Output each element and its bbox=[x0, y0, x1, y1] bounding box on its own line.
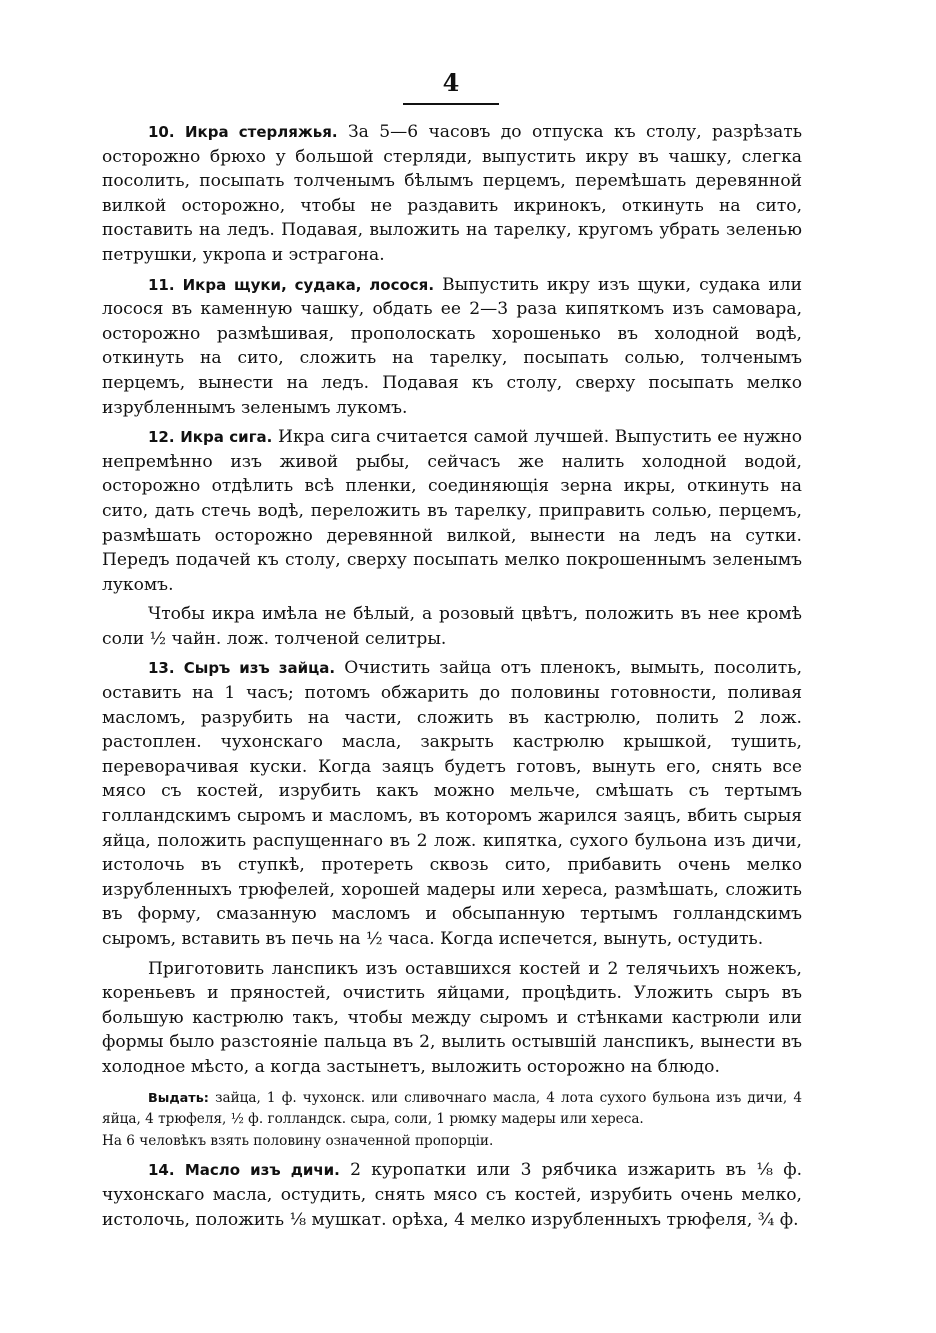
recipe-title: Икра стерляжья. bbox=[184, 123, 338, 141]
recipe-13-aspic: Приготовить ланспикъ изъ оставшихся костей и 2 телячьихъ ножекъ, кореньевъ и пряностей, очистить яйцами, процѣдить. Уложить сыръ въ большую кастрюлю такъ, чтобы между сыромъ и стѣнками кастрюли или формы было разстояніе пальца въ 2, вылить остывшій ланспикъ, вынести въ холодное мѣсто, а когда застынетъ, выложить осторожно на блюдо. bbox=[102, 958, 802, 1077]
recipe-10 bbox=[102, 120, 802, 268]
page-text bbox=[102, 120, 802, 1237]
recipe-13 bbox=[102, 656, 802, 951]
recipe-number: 12. bbox=[148, 428, 175, 447]
recipe-12 bbox=[102, 425, 802, 597]
recipe-text: 2 куропатки или 3 рябчика изжарить въ ⅛ ф. чухонскаго масла, остудить, снять мясо съ костей, изрубить очень мелко, истолочь, положить ⅛ мушкат. орѣха, 4 мелко изрубленныхъ трюфеля, ¾ ф. bbox=[102, 1160, 803, 1230]
recipe-title: Масло изъ дичи. bbox=[184, 1161, 340, 1180]
page-number: 4 bbox=[403, 68, 499, 105]
recipe-12-note: Чтобы икра имѣла не бѣлый, а розовый цвѣтъ, положить въ нее кромѣ соли ½ чайн. лож. толченой селитры. bbox=[102, 604, 802, 649]
recipe-text: Очистить зайца отъ пленокъ, вымыть, посолить, оставить на 1 часъ; потомъ обжарить до половины готовности, поливая масломъ, разрубить на части, сложить въ кастрюлю, полить 2 лож. растоплен. чухонскаго масла, закрыть кастрюлю крышкой, тушить, переворачивая куски. Когда заяцъ будетъ готовъ, вынуть его, снять все мясо съ костей, изрубить какъ можно мельче, смѣшать съ тертымъ голландскимъ сыромъ и масломъ, въ которомъ жарился заяцъ, вбить сырыя яйца, положить распущеннаго въ 2 лож. кипятка, сухого бульона изъ дичи, истолочь въ ступкѣ, протереть сквозь сито, прибавить очень мелко изрубленныхъ трюфелей, хорошей мадеры или хереса, размѣшать, сложить въ форму, смазанную масломъ и обсыпанную тертымъ голландскимъ сыромъ, вставить въ печь на ½ часа. Когда испечется, вынуть, остудить. bbox=[102, 658, 803, 949]
recipe-title: Икра щуки, судака, лосося. bbox=[182, 275, 435, 294]
issue-text: зайца, 1 ф. чухонск. или сливочнаго масла, 4 лота сухого бульона изъ дичи, 4 яйца, 4 трюфеля, ½ ф. голландск. сыра, соли, 1 рюмку мадеры или хереса. bbox=[102, 1089, 802, 1128]
recipe-number: 14. bbox=[148, 1161, 175, 1180]
recipe-13-issue bbox=[102, 1088, 802, 1153]
recipe-title: Сыръ изъ зайца. bbox=[183, 659, 336, 678]
portion-note: На 6 человѣкъ взять половину означенной пропорціи. bbox=[102, 1132, 494, 1149]
recipe-number: 11. bbox=[148, 275, 175, 294]
recipe-text: Икра сига считается самой лучшей. Выпустить ее нужно непремѣнно изъ живой рыбы, сейчасъ же налить холодной водой, осторожно отдѣлить всѣ пленки, соединяющія зерна икры, откинуть на сито, дать стечь водѣ, переложить въ тарелку, приправить солью, перцемъ, размѣшать осторожно деревянной вилкой, вынести на ледъ на сутки. Передъ подачей къ столу, сверху посыпать мелко покрошеннымъ зеленымъ лукомъ. bbox=[102, 427, 803, 595]
recipe-text: За 5—6 часовъ до отпуска къ столу, разрѣзать осторожно брюхо у большой стерляди, выпустить икру въ чашку, слегка посолить, посыпать толченымъ бѣлымъ перцемъ, перемѣшать деревянной вилкой осторожно, чтобы не раздавить икринокъ, откинуть на сито, поставить на ледъ. Подавая, выложить на тарелку, кругомъ убрать зеленью петрушки, укропа и эстрагона. bbox=[102, 122, 803, 265]
recipe-14 bbox=[102, 1158, 802, 1232]
recipe-number: 10. bbox=[148, 123, 175, 141]
recipe-title: Икра сига. bbox=[180, 428, 273, 447]
issue-label: Выдать: bbox=[148, 1090, 209, 1106]
recipe-11 bbox=[102, 273, 802, 421]
recipe-text: Выпустить икру изъ щуки, судака или лосося въ каменную чашку, обдать ее 2—3 раза кипяткомъ изъ самовара, осторожно размѣшивая, прополоскать хорошенько въ холодной водѣ, откинуть на сито, сложить на тарелку, посыпать солью, толченымъ перцемъ, вынести на ледъ. Подавая къ столу, сверху посыпать мелко изрубленнымъ зеленымъ лукомъ. bbox=[102, 274, 802, 418]
recipe-number: 13. bbox=[148, 659, 175, 678]
